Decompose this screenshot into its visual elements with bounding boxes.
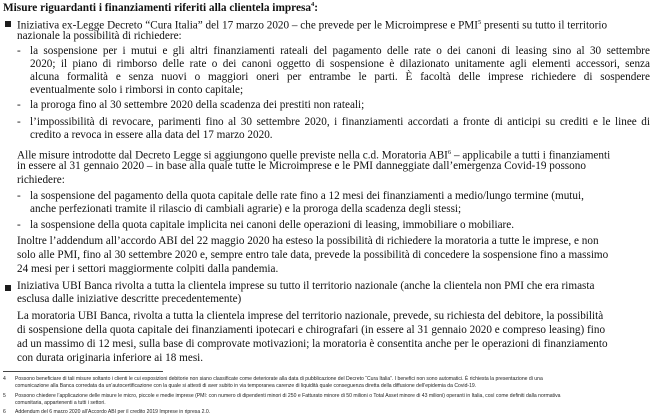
dash-1-line-3: alcuna formalità e senza nuovi o maggiori oneri per entrambe le parti. È facoltà delle imprese richiedere di sospendere: [30, 71, 650, 83]
addendum-line-1: Inoltre l’addendum all’accordo ABI del 22 maggio 2020 ha esteso la possibilità di richiedere la moratoria a tutte le imprese, e non: [17, 235, 599, 247]
dash-1-line-1: la sospensione per i mutui e gli altri finanziamenti rateali del pagamento delle rate o dei canoni di leasing sino al 30 settembre: [30, 45, 650, 57]
dash-5-line: la sospensione della quota capitale implicita nei canoni delle operazioni di leasing, immobiliare o mobiliare.: [30, 219, 515, 231]
ubi-paragraph-line-3: ad un massimo di 12 mesi, sulla base di comprovate motivazioni; la moratoria è consentita anche per le operazioni di finanziamento: [17, 338, 608, 350]
dash-marker: -: [17, 99, 21, 111]
dash-1-line-2: 2020; il piano di rimborso delle rate o dei canoni oggetto di sospensione è dilazionato unitamente agli elementi accessori, senza: [30, 58, 650, 70]
addendum-line-3: 24 mesi per i settori maggiormente colpiti dalla pandemia.: [17, 263, 279, 275]
bullet-2-line-2: esclusa dalle iniziative descritte precedentemente): [17, 293, 242, 305]
bullet-1-line-1: Iniziativa ex-Legge Decreto “Cura Italia” del 17 marzo 2020 – che prevede per le Microimprese e PMI$^5$ presenti su tutto il territorio: [17, 19, 608, 32]
addendum-line-2: solo alle PMI, fino al 30 settembre 2020 e, sempre entro tale data, prevede la possibilità di concedere la sospensione fino a massimo: [17, 249, 609, 261]
footnote-4-line-2: comunicazione alla Banca corredata da un’autocertificazione con la quale si attesti di aver subito in via temporanea carenze di liquidità quale conseguenza diretta della diffusione dell’epidemia da Covid-19.: [15, 383, 477, 389]
dash-3-line-2: credito a revoca in essere alla data del 17 marzo 2020.: [30, 129, 273, 141]
dash-2-line: la proroga fino al 30 settembre 2020 della scadenza dei prestiti non rateali;: [30, 99, 365, 111]
section-heading: Misure riguardanti i finanziamenti riferiti alla clientela impresa$^4$:: [3, 1, 319, 14]
dash-4-line-2: anche perfezionati tramite il rilascio di cambiali agrarie) e la proroga della scadenza degli stessi;: [30, 203, 462, 215]
dash-marker: -: [17, 45, 21, 57]
bullet-2-line-1: Iniziativa UBI Banca rivolta a tutta la clientela imprese su tutto il territorio nazionale (anche la clientela non PMI che era rimasta: [17, 280, 595, 292]
ubi-paragraph-line-4: con durata originaria inferiore ai 18 mesi.: [17, 352, 204, 364]
abi-paragraph-line-1: Alle misure introdotte dal Decreto Legge si aggiungono quelle previste nella c.d. Moratoria ABI$^6$ – applicabile a tutti i finanziamenti: [17, 149, 611, 162]
dash-1-line-4: eventualmente solo i rimborsi in conto capitale;: [30, 84, 244, 96]
footnote-4: 4 Possono beneficiare di tali misure soltanto i clienti le cui esposizioni debitorie non siano classificate come deteriorate alla data di pubblicazione del Decreto “Cura Italia”. I benefici non sono automatici. È richiesta la presentazione di una: [3, 376, 543, 382]
dash-marker: -: [17, 116, 21, 128]
footnote-6: 6 Addendum del 6 marzo 2020 all’Accordo ABI per il credito 2019 Imprese in ripresa 2.0.: [3, 409, 211, 415]
dash-marker: -: [17, 190, 21, 202]
ubi-paragraph-line-2: di sospensione della quota capitale dei finanziamenti ipotecari e chirografari (in essere al 31 gennaio 2020 e compreso leasing) fino: [17, 324, 606, 336]
bullet-square-icon: [5, 21, 11, 27]
bullet-1-line-2: nazionale la possibilità di richiedere:: [17, 30, 182, 42]
footnote-5-line-2: comunitaria, appartenenti a tutti i settori.: [15, 400, 106, 406]
footnote-5: 5 Possono chiedere l’applicazione delle misure le micro, piccole e medie imprese (PMI: con numero di dipendenti minori di 250 e Fatturato minore di 50 milioni o Total Asset minore di 43 milioni) operanti in Italia, così come definiti dalla normativa: [3, 393, 561, 399]
abi-paragraph-line-2: in essere al 31 gennaio 2020 – in base alla quale tutte le Microimprese e le PMI danneggiate dall’emergenza Covid-19 possono: [17, 160, 586, 172]
dash-marker: -: [17, 219, 21, 231]
ubi-paragraph-line-1: La moratoria UBI Banca, rivolta a tutta la clientela imprese del territorio nazionale, prevede, su richiesta del debitore, la possibilità: [17, 310, 604, 322]
bullet-square-icon: [5, 285, 11, 291]
dash-4-line-1: la sospensione del pagamento della quota capitale delle rate fino a 12 mesi dei finanziamenti a medio/lungo termine (mutui,: [30, 190, 584, 202]
dash-3-line-1: l’impossibilità di revocare, parimenti fino al 30 settembre 2020, i finanziamenti accordati a fronte di anticipi su crediti e le linee di: [30, 116, 650, 128]
abi-paragraph-line-3: richiedere:: [17, 174, 65, 186]
footnote-divider: [3, 371, 163, 372]
